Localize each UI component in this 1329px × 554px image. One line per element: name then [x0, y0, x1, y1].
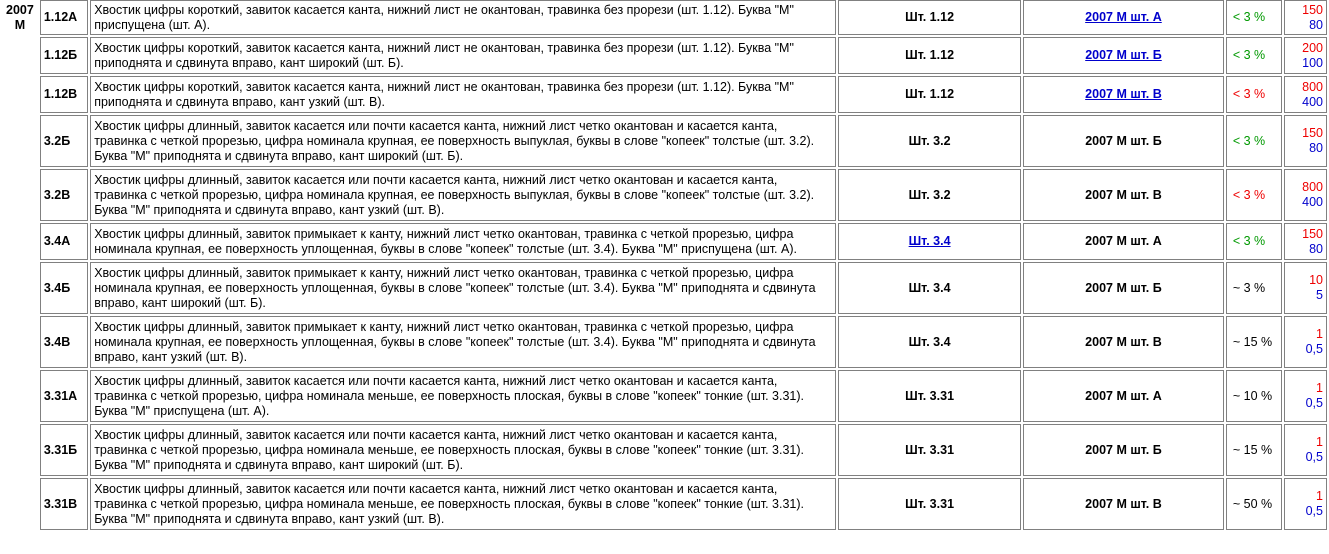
- table-row: [2, 262, 1327, 314]
- variant-link[interactable]: 2007 М шт. В: [1085, 87, 1162, 101]
- rarity-cell: [1226, 478, 1282, 530]
- rarity-value: < 3 %: [1232, 48, 1266, 62]
- rarity-value: < 3 %: [1232, 87, 1266, 101]
- price-low: 100: [1302, 55, 1323, 70]
- variety-code: 3.31В: [40, 478, 88, 530]
- variant-cell: [1023, 115, 1224, 167]
- price-high: 1: [1316, 435, 1323, 449]
- stamp-label: Шт. 3.4: [908, 280, 951, 295]
- variety-description: Хвостик цифры короткий, завиток касается канта, нижний лист не окантован, травинка без прорези (шт. 1.12). Буква "М" приспущена (шт. А).: [90, 0, 836, 35]
- variety-description: Хвостик цифры короткий, завиток касается канта, нижний лист не окантован, травинка без прорези (шт. 1.12). Буква "М" приподнята и сдвинута вправо, кант широкий (шт. Б).: [90, 37, 836, 74]
- rarity-cell: [1226, 115, 1282, 167]
- table-row: [2, 223, 1327, 260]
- price-cell: [1284, 478, 1327, 530]
- variant-link[interactable]: 2007 М шт. А: [1085, 10, 1162, 24]
- variety-description: Хвостик цифры длинный, завиток касается или почти касается канта, нижний лист четко окантован и касается канта, травинка с четкой прорезью, цифра номинала крупная, ее поверхность выпуклая, буквы в слове "копеек" толстые (шт. 3.2). Буква "М" приподнята и сдвинута вправо, кант широкий (шт. Б).: [90, 115, 836, 167]
- table-row: [2, 478, 1327, 530]
- rarity-cell: [1226, 169, 1282, 221]
- price-high: 800: [1302, 79, 1323, 94]
- price-high: 150: [1302, 2, 1323, 17]
- price-high: 150: [1302, 226, 1323, 241]
- variety-code: 3.4А: [40, 223, 88, 260]
- price-cell: [1284, 169, 1327, 221]
- stamp-cell: [838, 37, 1021, 74]
- variant-cell: [1023, 76, 1224, 113]
- price-cell: [1284, 262, 1327, 314]
- variety-description: Хвостик цифры длинный, завиток примыкает к канту, нижний лист четко окантован, травинка с четкой прорезью, цифра номинала крупная, ее поверхность уплощенная, буквы в слове "копеек" толстые (шт. 3.4). Буква "М" приспущена (шт. А).: [90, 223, 836, 260]
- price-high: 800: [1302, 180, 1323, 194]
- stamp-label: Шт. 3.31: [905, 388, 955, 403]
- stamp-label: Шт. 3.31: [905, 496, 955, 511]
- table-row: [2, 316, 1327, 368]
- price-cell: [1284, 115, 1327, 167]
- variant-label: 2007 М шт. Б: [1085, 280, 1162, 295]
- variety-description: Хвостик цифры короткий, завиток касается канта, нижний лист не окантован, травинка без прорези (шт. 1.12). Буква "М" приподнята и сдвинута вправо, кант узкий (шт. В).: [90, 76, 836, 113]
- price-low: 0,5: [1305, 450, 1323, 464]
- price-high: 200: [1302, 40, 1323, 55]
- price-low: 0,5: [1305, 504, 1323, 518]
- rarity-value: ~ 15 %: [1232, 442, 1273, 457]
- price-high: 10: [1309, 273, 1323, 287]
- stamp-cell: [838, 370, 1021, 422]
- stamp-label: Шт. 3.31: [905, 442, 955, 457]
- variety-code: 3.2В: [40, 169, 88, 221]
- variant-cell: [1023, 37, 1224, 74]
- stamp-cell: [838, 316, 1021, 368]
- price-cell: [1284, 0, 1327, 35]
- stamp-cell: [838, 424, 1021, 476]
- rarity-value: < 3 %: [1232, 234, 1266, 248]
- variant-label: 2007 М шт. А: [1085, 388, 1162, 403]
- price-high: 1: [1316, 381, 1323, 395]
- variant-label: 2007 М шт. А: [1085, 234, 1162, 248]
- price-cell: [1284, 223, 1327, 260]
- price-high: 150: [1302, 126, 1323, 140]
- price-low: 80: [1309, 241, 1323, 256]
- variant-label: 2007 М шт. В: [1085, 496, 1162, 511]
- rarity-value: < 3 %: [1232, 10, 1266, 24]
- variant-cell: [1023, 169, 1224, 221]
- rarity-cell: [1226, 37, 1282, 74]
- variant-cell: [1023, 478, 1224, 530]
- rarity-cell: [1226, 223, 1282, 260]
- price-low: 400: [1302, 94, 1323, 109]
- variety-description: Хвостик цифры длинный, завиток касается или почти касается канта, нижний лист четко окантован и касается канта, травинка с четкой прорезью, цифра номинала меньше, ее поверхность плоская, буквы в слове "копеек" тонкие (шт. 3.31). Буква "М" приспущена (шт. А).: [90, 370, 836, 422]
- rarity-cell: [1226, 0, 1282, 35]
- stamp-label: Шт. 1.12: [905, 48, 955, 62]
- table-row: [2, 115, 1327, 167]
- stamp-link[interactable]: Шт. 3.4: [908, 234, 951, 248]
- rarity-value: ~ 15 %: [1232, 334, 1273, 349]
- variety-code: 3.4В: [40, 316, 88, 368]
- stamp-cell: [838, 115, 1021, 167]
- rarity-value: < 3 %: [1232, 187, 1266, 202]
- price-low: 80: [1309, 17, 1323, 32]
- table-row: [2, 424, 1327, 476]
- rarity-cell: [1226, 262, 1282, 314]
- rarity-cell: [1226, 424, 1282, 476]
- variant-label: 2007 М шт. В: [1085, 187, 1162, 202]
- table-row: [2, 0, 1327, 35]
- variety-code: 1.12Б: [40, 37, 88, 74]
- stamp-label: Шт. 1.12: [905, 10, 955, 24]
- table-row: [2, 169, 1327, 221]
- variant-label: 2007 М шт. В: [1085, 334, 1162, 349]
- price-low: 0,5: [1305, 342, 1323, 356]
- variety-code: 1.12А: [40, 0, 88, 35]
- variant-cell: [1023, 262, 1224, 314]
- variant-label: 2007 М шт. Б: [1085, 442, 1162, 457]
- rarity-value: ~ 10 %: [1232, 388, 1273, 403]
- rarity-cell: [1226, 370, 1282, 422]
- price-high: 1: [1316, 489, 1323, 503]
- price-low: 80: [1309, 141, 1323, 155]
- variant-link[interactable]: 2007 М шт. Б: [1085, 48, 1162, 62]
- year-mint-cell: 2007 М: [6, 3, 34, 32]
- rarity-cell: [1226, 316, 1282, 368]
- stamp-label: Шт. 3.2: [908, 187, 951, 202]
- stamp-cell: [838, 169, 1021, 221]
- stamp-cell: [838, 223, 1021, 260]
- variety-code: 1.12В: [40, 76, 88, 113]
- variant-cell: [1023, 370, 1224, 422]
- variant-cell: [1023, 424, 1224, 476]
- variety-code: 3.31А: [40, 370, 88, 422]
- price-cell: [1284, 37, 1327, 74]
- table-row: [2, 370, 1327, 422]
- stamp-cell: [838, 76, 1021, 113]
- catalog-body: [2, 0, 1327, 530]
- rarity-value: ~ 50 %: [1232, 496, 1273, 511]
- stamp-cell: [838, 262, 1021, 314]
- price-cell: [1284, 76, 1327, 113]
- rarity-cell: [1226, 76, 1282, 113]
- stamp-label: Шт. 3.2: [908, 133, 951, 148]
- stamp-label: Шт. 3.4: [908, 334, 951, 349]
- price-high: 1: [1316, 327, 1323, 341]
- variant-label: 2007 М шт. Б: [1085, 133, 1162, 148]
- table-row: [2, 76, 1327, 113]
- variety-description: Хвостик цифры длинный, завиток примыкает к канту, нижний лист четко окантован, травинка с четкой прорезью, цифра номинала крупная, ее поверхность уплощенная, буквы в слове "копеек" толстые (шт. 3.4). Буква "М" приподнята и сдвинута вправо, кант широкий (шт. Б).: [90, 262, 836, 314]
- stamp-label: Шт. 1.12: [905, 87, 955, 101]
- price-low: 0,5: [1305, 396, 1323, 410]
- variety-description: Хвостик цифры длинный, завиток касается или почти касается канта, нижний лист четко окантован и касается канта, травинка с четкой прорезью, цифра номинала крупная, ее поверхность выпуклая, буквы в слове "копеек" толстые (шт. 3.2). Буква "М" приподнята и сдвинута вправо, кант узкий (шт. В).: [90, 169, 836, 221]
- rarity-value: ~ 3 %: [1232, 280, 1266, 295]
- rarity-value: < 3 %: [1232, 133, 1266, 148]
- price-cell: [1284, 424, 1327, 476]
- price-cell: [1284, 370, 1327, 422]
- variety-code: 3.2Б: [40, 115, 88, 167]
- variety-description: Хвостик цифры длинный, завиток примыкает к канту, нижний лист четко окантован, травинка с четкой прорезью, цифра номинала крупная, ее поверхность уплощенная, буквы в слове "копеек" толстые (шт. 3.4). Буква "М" приподнята и сдвинута вправо, кант узкий (шт. В).: [90, 316, 836, 368]
- variety-code: 3.31Б: [40, 424, 88, 476]
- variety-code: 3.4Б: [40, 262, 88, 314]
- price-cell: [1284, 316, 1327, 368]
- variant-cell: [1023, 316, 1224, 368]
- variety-description: Хвостик цифры длинный, завиток касается или почти касается канта, нижний лист четко окантован и касается канта, травинка с четкой прорезью, цифра номинала меньше, ее поверхность плоская, буквы в слове "копеек" тонкие (шт. 3.31). Буква "М" приподнята и сдвинута вправо, кант узкий (шт. В).: [90, 478, 836, 530]
- variety-description: Хвостик цифры длинный, завиток касается или почти касается канта, нижний лист четко окантован и касается канта, травинка с четкой прорезью, цифра номинала меньше, ее поверхность плоская, буквы в слове "копеек" тонкие (шт. 3.31). Буква "М" приподнята и сдвинута вправо, кант широкий (шт. Б).: [90, 424, 836, 476]
- price-low: 400: [1302, 195, 1323, 209]
- variant-cell: [1023, 223, 1224, 260]
- price-low: 5: [1316, 288, 1323, 302]
- stamp-cell: [838, 478, 1021, 530]
- variant-cell: [1023, 0, 1224, 35]
- stamp-cell: [838, 0, 1021, 35]
- table-row: [2, 37, 1327, 74]
